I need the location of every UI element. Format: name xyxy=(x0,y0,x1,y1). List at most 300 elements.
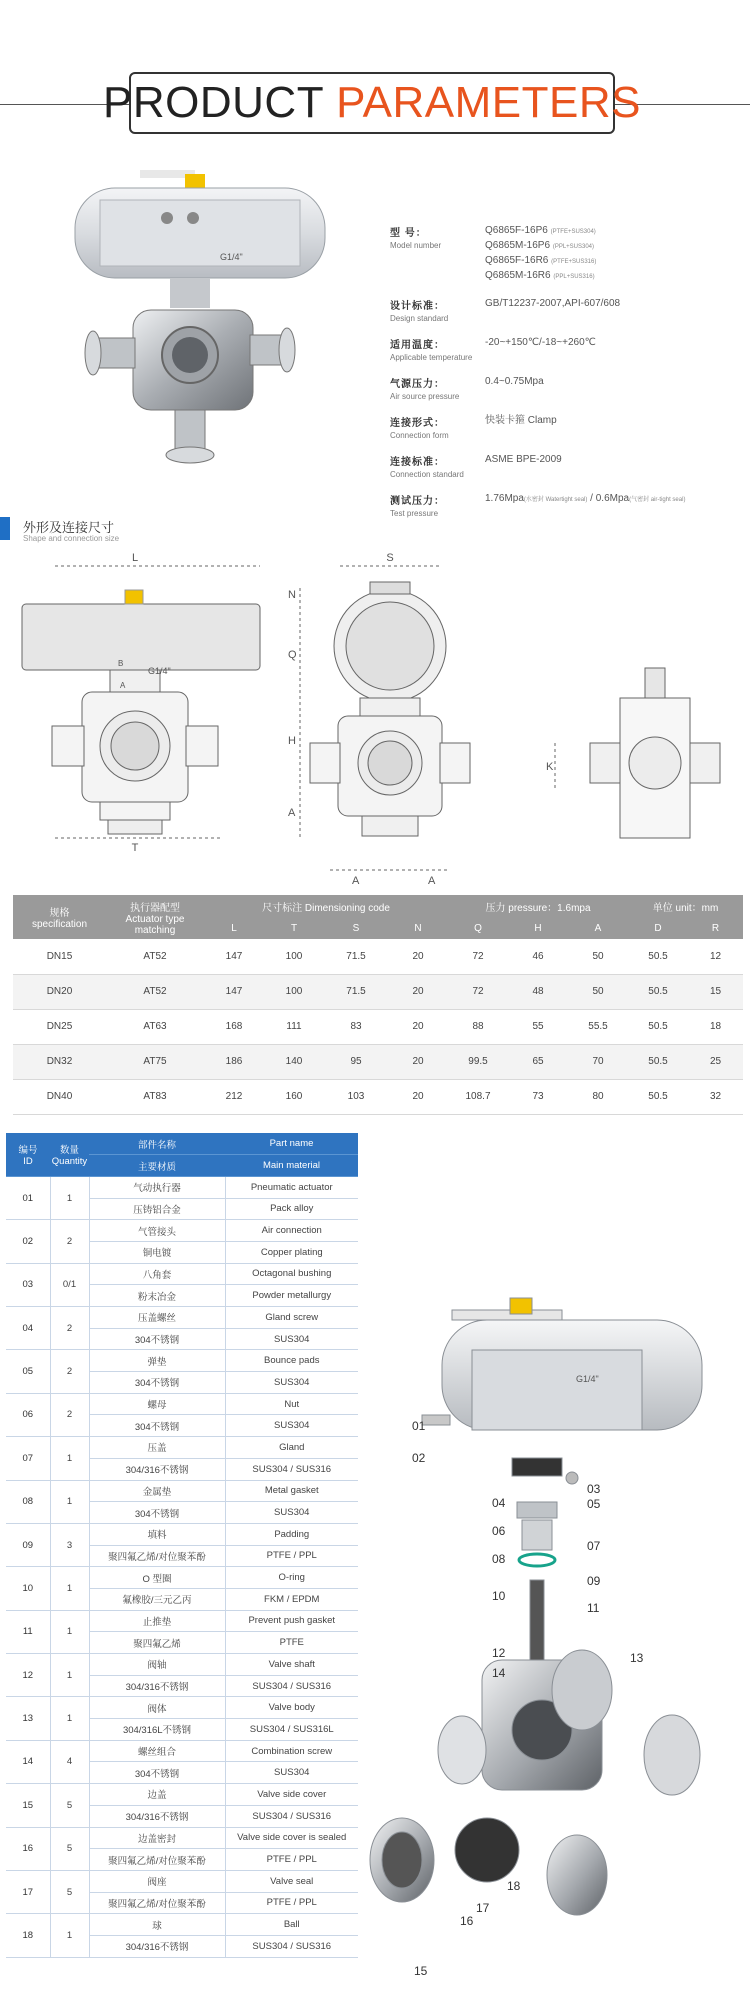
col-id-zh: 编号 xyxy=(18,1144,38,1156)
dim-cell: 50.5 xyxy=(628,974,688,1009)
dim-label-A-bottom: A xyxy=(352,875,360,887)
dim-cell: 65 xyxy=(508,1044,568,1079)
col-qty-zh: 数量 xyxy=(59,1144,79,1156)
dimension-table xyxy=(13,895,743,1115)
col-qty xyxy=(50,1133,89,1176)
callout-08: 08 xyxy=(492,1552,506,1566)
parts-cell: 压盖 xyxy=(89,1437,225,1459)
parts-cell: SUS304 xyxy=(225,1415,358,1437)
col-name-zh: 部件名称 xyxy=(89,1133,225,1155)
parts-cell: 11 xyxy=(6,1610,50,1653)
dim-cell: 50 xyxy=(568,939,628,974)
parts-cell: 2 xyxy=(50,1393,89,1436)
parts-cell: 07 xyxy=(6,1437,50,1480)
dim-label-T: T xyxy=(131,842,139,854)
dim-cell: DN40 xyxy=(13,1079,106,1114)
dim-label-A: A xyxy=(288,807,296,819)
parts-cell: Valve side cover xyxy=(225,1784,358,1806)
col-pressure: 压力 pressure：1.6mpa xyxy=(448,895,628,917)
parts-cell: Gland screw xyxy=(225,1307,358,1329)
parts-cell: 填料 xyxy=(89,1523,225,1545)
dim-cell: 71.5 xyxy=(324,974,388,1009)
parts-cell: 10 xyxy=(6,1567,50,1610)
parts-row xyxy=(6,1827,358,1849)
parts-cell: 球 xyxy=(89,1914,225,1936)
col-R: R xyxy=(688,917,743,939)
param-value: -20~+150℃/-18~+260℃ xyxy=(485,337,596,348)
parts-cell: Valve seal xyxy=(225,1870,358,1892)
param-label-zh: 连接标准： xyxy=(390,457,445,468)
parts-cell: Bounce pads xyxy=(225,1350,358,1372)
dim-cell: AT52 xyxy=(106,974,204,1009)
col-actuator xyxy=(106,895,204,939)
parts-row xyxy=(6,1523,358,1545)
parts-row xyxy=(6,1870,358,1892)
param-label-en: Connection form xyxy=(390,431,449,440)
parts-cell: 304/316不锈钢 xyxy=(89,1805,225,1827)
parts-cell: 压盖螺丝 xyxy=(89,1307,225,1329)
parts-cell: 1 xyxy=(50,1567,89,1610)
parts-cell: Valve body xyxy=(225,1697,358,1719)
parts-cell: 17 xyxy=(6,1870,50,1913)
dim-cell: 103 xyxy=(324,1079,388,1114)
parts-cell: 八角套 xyxy=(89,1263,225,1285)
parts-row xyxy=(6,1654,358,1676)
dim-cell: 18 xyxy=(688,1009,743,1044)
param-label-en: Air source pressure xyxy=(390,392,460,401)
parts-cell: 5 xyxy=(50,1784,89,1827)
parts-cell: Nut xyxy=(225,1393,358,1415)
col-name-en: Part name xyxy=(225,1133,358,1155)
dim-label-K: K xyxy=(546,761,554,773)
parts-table xyxy=(6,1133,358,1958)
parts-cell: 304不锈钢 xyxy=(89,1502,225,1524)
dim-cell: 20 xyxy=(388,1044,448,1079)
test-note-2: (气密封 air-tight seal) xyxy=(629,497,686,503)
dim-table-row xyxy=(13,1079,743,1114)
parts-cell: 04 xyxy=(6,1307,50,1350)
model-code: Q6865M-16R6 xyxy=(485,270,551,281)
dim-cell: 50 xyxy=(568,974,628,1009)
section-subtitle: Shape and connection size xyxy=(23,534,120,543)
param-temperature xyxy=(390,336,740,362)
parts-cell: 边盖 xyxy=(89,1784,225,1806)
dim-cell: AT83 xyxy=(106,1079,204,1114)
parts-cell: Valve shaft xyxy=(225,1654,358,1676)
col-Q: Q xyxy=(448,917,508,939)
dim-cell: 70 xyxy=(568,1044,628,1079)
col-S: S xyxy=(324,917,388,939)
parts-cell: 1 xyxy=(50,1697,89,1740)
parts-cell: 螺母 xyxy=(89,1393,225,1415)
col-D: D xyxy=(628,917,688,939)
col-A: A xyxy=(568,917,628,939)
dim-label-H: H xyxy=(288,735,296,747)
param-label-en: Model number xyxy=(390,241,442,250)
test-note-1: (水密封 Watertight seal) xyxy=(523,497,588,503)
dim-label-N: N xyxy=(288,589,296,601)
parts-cell: Pneumatic actuator xyxy=(225,1176,358,1198)
dim-cell: 212 xyxy=(204,1079,264,1114)
parts-row xyxy=(6,1740,358,1762)
parts-cell: 聚四氟乙烯 xyxy=(89,1632,225,1654)
parts-cell: 压铸铝合金 xyxy=(89,1198,225,1220)
param-label-en: Connection standard xyxy=(390,470,464,479)
dim-cell: 50.5 xyxy=(628,1009,688,1044)
parts-cell: 304/316不锈钢 xyxy=(89,1458,225,1480)
param-test-pressure xyxy=(390,492,740,518)
dim-cell: 50.5 xyxy=(628,1079,688,1114)
callout-13: 13 xyxy=(630,1651,644,1665)
callout-09: 09 xyxy=(587,1574,601,1588)
parts-cell: 2 xyxy=(50,1350,89,1393)
dim-label-A-bottom-2: A xyxy=(428,875,436,887)
parts-cell: 气管接头 xyxy=(89,1220,225,1242)
dim-cell: 147 xyxy=(204,974,264,1009)
param-label-zh: 适用温度： xyxy=(390,340,445,351)
param-label-zh: 型 号： xyxy=(390,228,427,239)
dim-cell: 25 xyxy=(688,1044,743,1079)
dim-cell: AT52 xyxy=(106,939,204,974)
parts-cell: 01 xyxy=(6,1176,50,1219)
dim-cell: 147 xyxy=(204,939,264,974)
parts-cell: Padding xyxy=(225,1523,358,1545)
parts-cell: O-ring xyxy=(225,1567,358,1589)
dim-cell: 71.5 xyxy=(324,939,388,974)
parts-row xyxy=(6,1307,358,1329)
parts-row xyxy=(6,1697,358,1719)
parts-cell: 2 xyxy=(50,1307,89,1350)
dim-cell: 15 xyxy=(688,974,743,1009)
model-code: Q6865F-16P6 xyxy=(485,225,548,236)
param-value: GB/T12237-2007,API-607/608 xyxy=(485,298,621,309)
parts-cell: 2 xyxy=(50,1220,89,1263)
dim-cell: 73 xyxy=(508,1079,568,1114)
param-label-zh: 测试压力： xyxy=(390,496,445,507)
parts-cell: 02 xyxy=(6,1220,50,1263)
parts-cell: 304/316L不锈钢 xyxy=(89,1719,225,1741)
parts-cell: 金属垫 xyxy=(89,1480,225,1502)
dim-table-row xyxy=(13,1009,743,1044)
dim-cell: DN15 xyxy=(13,939,106,974)
parts-row xyxy=(6,1220,358,1242)
parts-row xyxy=(6,1610,358,1632)
callout-02: 02 xyxy=(412,1451,426,1465)
parts-cell: Air connection xyxy=(225,1220,358,1242)
parts-row xyxy=(6,1784,358,1806)
dim-cell: 108.7 xyxy=(448,1079,508,1114)
parts-cell: SUS304 xyxy=(225,1372,358,1394)
parts-cell: SUS304 xyxy=(225,1328,358,1350)
parts-cell: 16 xyxy=(6,1827,50,1870)
technical-drawing xyxy=(0,548,750,888)
model-code: Q6865F-16R6 xyxy=(485,255,549,266)
parts-cell: 阀体 xyxy=(89,1697,225,1719)
drawing-port-A: A xyxy=(120,681,126,690)
parts-cell: 304不锈钢 xyxy=(89,1762,225,1784)
col-H: H xyxy=(508,917,568,939)
col-qty-en: Quantity xyxy=(51,1155,88,1167)
callout-07: 07 xyxy=(587,1539,601,1553)
model-note: (PTFE+SUS304) xyxy=(550,229,596,235)
dim-cell: 88 xyxy=(448,1009,508,1044)
parts-row xyxy=(6,1350,358,1372)
test-value-2: 0.6Mpa xyxy=(595,493,630,504)
parts-cell: 03 xyxy=(6,1263,50,1306)
parts-cell: 止推垫 xyxy=(89,1610,225,1632)
parts-row xyxy=(6,1393,358,1415)
dim-cell: 48 xyxy=(508,974,568,1009)
model-code: Q6865M-16P6 xyxy=(485,240,551,251)
dim-cell: 95 xyxy=(324,1044,388,1079)
parts-cell: 304不锈钢 xyxy=(89,1328,225,1350)
parts-cell: PTFE / PPL xyxy=(225,1545,358,1567)
test-separator: / xyxy=(587,493,596,504)
parts-cell: 聚四氟乙烯/对位聚苯酚 xyxy=(89,1892,225,1914)
parts-cell: 弹垫 xyxy=(89,1350,225,1372)
col-group-dimension: 尺寸标注 Dimensioning code xyxy=(204,895,448,917)
parts-cell: 304/316不锈钢 xyxy=(89,1675,225,1697)
callout-03: 03 xyxy=(587,1482,601,1496)
dim-label-S: S xyxy=(386,552,394,564)
callout-15: 15 xyxy=(414,1964,428,1978)
col-spec-en: specification xyxy=(31,919,88,930)
dim-cell: 72 xyxy=(448,974,508,1009)
parts-cell: Powder metallurgy xyxy=(225,1285,358,1307)
dim-table-row xyxy=(13,939,743,974)
dim-cell: 20 xyxy=(388,1079,448,1114)
col-actuator-zh: 执行器配型 xyxy=(130,902,180,914)
parts-cell: 铜电镀 xyxy=(89,1241,225,1263)
parts-cell: 12 xyxy=(6,1654,50,1697)
dim-cell: 186 xyxy=(204,1044,264,1079)
parts-cell: Pack alloy xyxy=(225,1198,358,1220)
parts-cell: 1 xyxy=(50,1480,89,1523)
parts-row xyxy=(6,1263,358,1285)
parts-row xyxy=(6,1176,358,1198)
parts-row xyxy=(6,1437,358,1459)
col-L: L xyxy=(204,917,264,939)
parts-cell: 08 xyxy=(6,1480,50,1523)
parts-cell: FKM / EPDM xyxy=(225,1588,358,1610)
dim-cell: 12 xyxy=(688,939,743,974)
product-image xyxy=(55,160,345,500)
parts-cell: Valve side cover is sealed xyxy=(225,1827,358,1849)
parts-cell: 13 xyxy=(6,1697,50,1740)
param-design-standard xyxy=(390,297,740,323)
model-note: (PPL+SUS316) xyxy=(553,274,595,280)
param-label-en: Applicable temperature xyxy=(390,353,473,362)
parts-cell: PTFE / PPL xyxy=(225,1849,358,1871)
parts-cell: Octagonal bushing xyxy=(225,1263,358,1285)
dim-cell: 55 xyxy=(508,1009,568,1044)
dim-cell: 111 xyxy=(264,1009,324,1044)
callout-04: 04 xyxy=(492,1496,506,1510)
dim-cell: 160 xyxy=(264,1079,324,1114)
dim-cell: 100 xyxy=(264,939,324,974)
parts-cell: 304不锈钢 xyxy=(89,1415,225,1437)
dim-cell: 50.5 xyxy=(628,939,688,974)
dim-cell: 20 xyxy=(388,1009,448,1044)
parts-cell: PTFE / PPL xyxy=(225,1892,358,1914)
parts-cell: SUS304 / SUS316 xyxy=(225,1805,358,1827)
parameter-list xyxy=(390,224,740,531)
param-connection-form xyxy=(390,414,740,440)
parts-cell: 304/316不锈钢 xyxy=(89,1935,225,1957)
parts-cell: 3 xyxy=(50,1523,89,1566)
parts-cell: SUS304 / SUS316 xyxy=(225,1935,358,1957)
parts-cell: 气动执行器 xyxy=(89,1176,225,1198)
parts-cell: 阀轴 xyxy=(89,1654,225,1676)
dim-cell: 140 xyxy=(264,1044,324,1079)
dim-header-row xyxy=(13,895,743,917)
parts-cell: Prevent push gasket xyxy=(225,1610,358,1632)
dim-cell: AT75 xyxy=(106,1044,204,1079)
param-air-pressure xyxy=(390,375,740,401)
dim-cell: 99.5 xyxy=(448,1044,508,1079)
col-actuator-en: Actuator type matching xyxy=(125,913,185,936)
param-value: 快装卡箍 Clamp xyxy=(485,415,557,426)
dim-cell: 32 xyxy=(688,1079,743,1114)
parts-cell: 09 xyxy=(6,1523,50,1566)
param-label-zh: 气源压力： xyxy=(390,379,445,390)
callout-14: 14 xyxy=(492,1666,506,1680)
parts-cell: O 型圈 xyxy=(89,1567,225,1589)
parts-cell: Gland xyxy=(225,1437,358,1459)
parts-row xyxy=(6,1914,358,1936)
parts-cell: PTFE xyxy=(225,1632,358,1654)
parts-cell: 18 xyxy=(6,1914,50,1957)
param-label-zh: 连接形式： xyxy=(390,418,445,429)
exploded-view xyxy=(362,1290,750,2010)
parts-cell: Combination screw xyxy=(225,1740,358,1762)
callout-10: 10 xyxy=(492,1589,506,1603)
col-N: N xyxy=(388,917,448,939)
dim-table-row xyxy=(13,1044,743,1079)
dim-cell: 55.5 xyxy=(568,1009,628,1044)
col-material-en: Main material xyxy=(225,1155,358,1177)
dim-cell: DN20 xyxy=(13,974,106,1009)
callout-16: 16 xyxy=(460,1914,474,1928)
param-label-en: Test pressure xyxy=(390,509,439,518)
parts-cell: Copper plating xyxy=(225,1241,358,1263)
callout-18: 18 xyxy=(507,1879,521,1893)
dim-cell: DN25 xyxy=(13,1009,106,1044)
model-note: (PTFE+SUS316) xyxy=(551,259,597,265)
col-spec xyxy=(13,895,106,939)
drawing-port-B: B xyxy=(118,659,124,668)
col-material-zh: 主要材质 xyxy=(89,1155,225,1177)
callout-17: 17 xyxy=(476,1901,490,1915)
parts-cell: 聚四氟乙烯/对位聚苯酚 xyxy=(89,1849,225,1871)
dim-cell: 20 xyxy=(388,939,448,974)
param-label-en: Design standard xyxy=(390,314,449,323)
parts-cell: Ball xyxy=(225,1914,358,1936)
parts-cell: SUS304 xyxy=(225,1502,358,1524)
param-connection-standard xyxy=(390,453,740,479)
parts-cell: 304不锈钢 xyxy=(89,1372,225,1394)
test-value-1: 1.76Mpa xyxy=(485,493,524,504)
parts-cell: 螺丝组合 xyxy=(89,1740,225,1762)
parts-cell: 14 xyxy=(6,1740,50,1783)
parts-cell: SUS304 / SUS316 xyxy=(225,1675,358,1697)
parts-cell: 06 xyxy=(6,1393,50,1436)
parts-row xyxy=(6,1567,358,1589)
callout-11: 11 xyxy=(587,1601,600,1615)
dim-cell: 80 xyxy=(568,1079,628,1114)
parts-cell: 1 xyxy=(50,1176,89,1219)
page-title xyxy=(103,72,641,134)
dim-cell: 72 xyxy=(448,939,508,974)
parts-cell: 1 xyxy=(50,1437,89,1480)
param-value: ASME BPE-2009 xyxy=(485,454,562,465)
parts-cell: 5 xyxy=(50,1827,89,1870)
parts-cell: 阀座 xyxy=(89,1870,225,1892)
parts-cell: 15 xyxy=(6,1784,50,1827)
parts-cell: Metal gasket xyxy=(225,1480,358,1502)
dim-cell: 20 xyxy=(388,974,448,1009)
product-actuator-label: G1/4" xyxy=(220,252,243,262)
parts-cell: 05 xyxy=(6,1350,50,1393)
col-id-en: ID xyxy=(23,1155,33,1167)
parts-row xyxy=(6,1480,358,1502)
exploded-actuator-label: G1/4" xyxy=(576,1374,599,1384)
title-word-product: PRODUCT xyxy=(103,78,325,127)
title-word-parameters: PARAMETERS xyxy=(336,78,641,127)
parts-cell: 边盖密封 xyxy=(89,1827,225,1849)
param-model xyxy=(390,224,740,284)
parts-header-row xyxy=(6,1133,358,1155)
parts-cell: 1 xyxy=(50,1654,89,1697)
callout-06: 06 xyxy=(492,1524,506,1538)
dim-table-row xyxy=(13,974,743,1009)
dim-cell: 168 xyxy=(204,1009,264,1044)
dim-cell: 83 xyxy=(324,1009,388,1044)
parts-cell: SUS304 / SUS316 xyxy=(225,1458,358,1480)
callout-05: 05 xyxy=(587,1497,601,1511)
parts-cell: 4 xyxy=(50,1740,89,1783)
callout-01: 01 xyxy=(412,1419,426,1433)
col-T: T xyxy=(264,917,324,939)
section-accent-bar xyxy=(0,517,10,540)
parts-cell: 粉末冶金 xyxy=(89,1285,225,1307)
callout-12: 12 xyxy=(492,1646,506,1660)
parts-cell: 聚四氟乙烯/对位聚苯酚 xyxy=(89,1545,225,1567)
param-value: 0.4~0.75Mpa xyxy=(485,376,544,387)
parts-cell: SUS304 xyxy=(225,1762,358,1784)
dim-cell: DN32 xyxy=(13,1044,106,1079)
col-unit: 单位 unit：mm xyxy=(628,895,743,917)
param-label-zh: 设计标准： xyxy=(390,301,445,312)
dim-cell: 46 xyxy=(508,939,568,974)
dim-cell: 100 xyxy=(264,974,324,1009)
parts-cell: SUS304 / SUS316L xyxy=(225,1719,358,1741)
parts-cell: 0/1 xyxy=(50,1263,89,1306)
model-note: (PPL+SUS304) xyxy=(552,244,595,250)
dim-cell: AT63 xyxy=(106,1009,204,1044)
parts-cell: 5 xyxy=(50,1870,89,1913)
parts-cell: 1 xyxy=(50,1610,89,1653)
dim-label-L: L xyxy=(131,552,139,564)
col-spec-zh: 规格 xyxy=(49,908,70,919)
dim-label-Q: Q xyxy=(288,649,297,661)
col-id xyxy=(6,1133,50,1176)
dim-cell: 50.5 xyxy=(628,1044,688,1079)
drawing-actuator-label: G1/4" xyxy=(148,666,171,676)
section-title: 外形及连接尺寸 xyxy=(23,520,115,535)
parts-cell: 1 xyxy=(50,1914,89,1957)
parts-cell: 氟橡胶/三元乙丙 xyxy=(89,1588,225,1610)
